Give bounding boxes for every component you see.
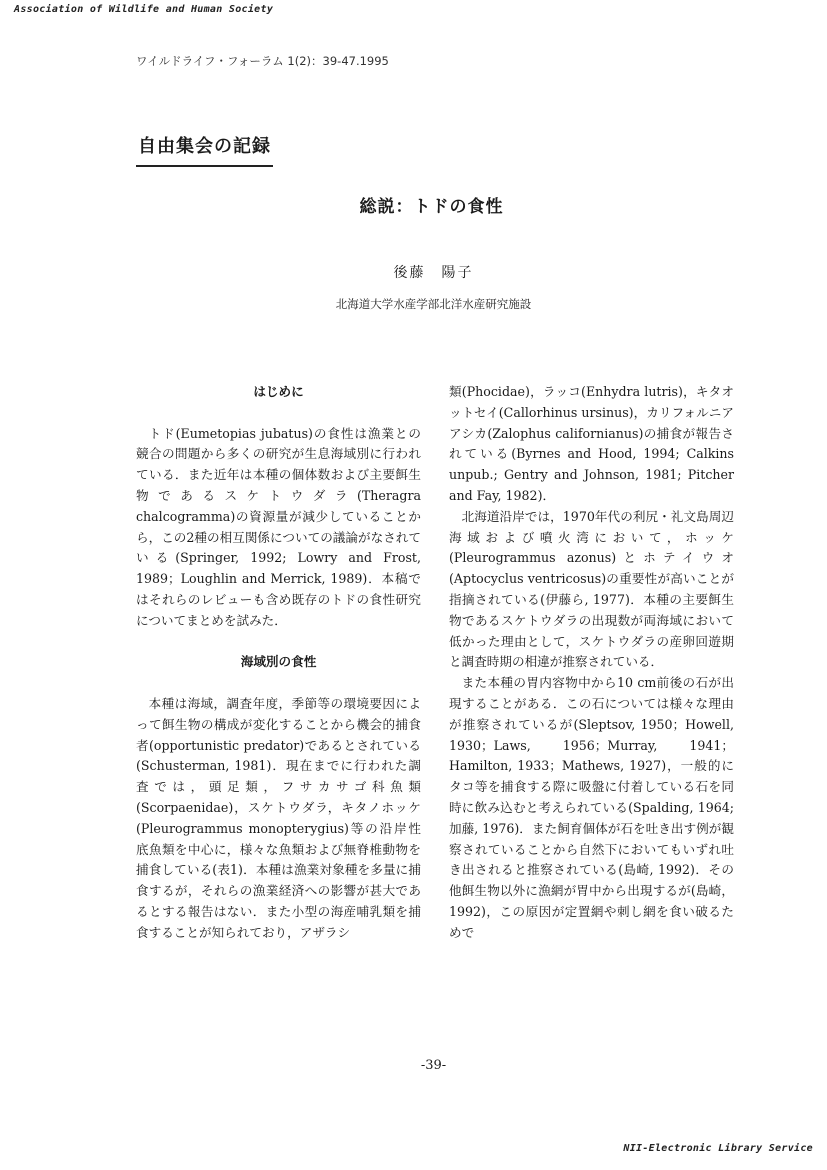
journal-reference: ワイルドライフ・フォーラム 1(2)：39-47.1995 [136, 54, 389, 68]
author-name: 後藤 陽子 [393, 265, 474, 281]
paragraph-introduction: トド(Eumetopias jubatus)の食性は漁業との競合の問題から多くの研究が生息海域別に行われている．また近年は本種の個体数および主要餌生物であるスケトウダラ(Theragra chalcogramma)の資源量が減少していることから，この2種の相互関係についての議論がなされている(Springer, 1992; Lowry and Frost, 1989；Loughlin and Merrick, 1989)．本稿ではそれらのレビューも含め既存のトドの食性研究についてまとめを試みた． [136, 425, 421, 628]
left-column [136, 382, 421, 944]
article-title: 総説：トドの食性 [359, 197, 504, 217]
paragraph-hokkaido-coast: 北海道沿岸では，1970年代の利尻・礼文島周辺海域および噴火湾において，ホッケ(Pleurogrammus azonus)とホテイウオ(Aptocyclus ventricosus)の重要性が高いことが指摘されている(伊藤ら, 1977)．本種の主要餌生物であるスケトウダラの出現数が両海域において低かった理由として，スケトウダラの産卵回遊期と調査時期の相違が推察されている． [449, 508, 734, 670]
author-affiliation: 北海道大学水産学部北洋水産研究施設 [335, 297, 532, 311]
paragraph-diet-by-region: 本種は海域，調査年度，季節等の環境要因によって餌生物の構成が変化することから機会的捕食者(opportunistic predator)であるとされている(Schusterman, 1981)．現在までに行われた調査では，頭足類，フサカサゴ科魚類(Scorpaenidae)，スケトウダラ，キタノホッケ(Pleurogrammus monopterygius)等の沿岸性底魚類を中心に，様々な魚類および無脊椎動物を捕食している(表1)．本種は漁業対象種を多量に捕食するが，それらの漁業経済への影響が甚大であるとする報告はない．また小型の海産哺乳類を捕食することが知られており，アザラシ [136, 695, 421, 940]
section-label: 自由集会の記録 [136, 130, 273, 167]
society-header: Association of Wildlife and Human Society [14, 4, 274, 15]
heading-diet-by-region: 海域別の食性 [240, 654, 317, 670]
heading-introduction: はじめに [253, 384, 304, 399]
paragraph-stones: また本種の胃内容物中から10 cm前後の石が出現することがある．この石については様々な理由が推察されているが(Sleptsov, 1950；Howell, 1930；Laws, 1956；Murray, 1941；Hamilton, 1933；Mathews, 1927)，一般的にタコ等を捕食する際に吸盤に付着している石を同時に飲み込むと考えられている(Spalding, 1964; 加藤, 1976)．また飼育個体が石を吐き出す例が観察されていることから自然下においてもいずれ吐き出されると推察されている(島崎, 1992)．その他餌生物以外に漁網が胃中から出現するが(島崎，1992)，この原因が定置網や刺し網を食い破るためで [449, 675, 734, 940]
page-number: -39- [420, 1058, 447, 1073]
right-column [449, 382, 734, 944]
service-footer: NII-Electronic Library Service [623, 1143, 813, 1154]
paragraph-prey-mammals: 類(Phocidae)，ラッコ(Enhydra lutris)，キタオットセイ(Callorhinus ursinus)，カリフォルニアアシカ(Zalophus californianus)の捕食が報告されている(Byrnes and Hood, 1994; Calkins unpub.; Gentry and Johnson, 1981; Pitcher and Fay, 1982)． [449, 384, 734, 503]
